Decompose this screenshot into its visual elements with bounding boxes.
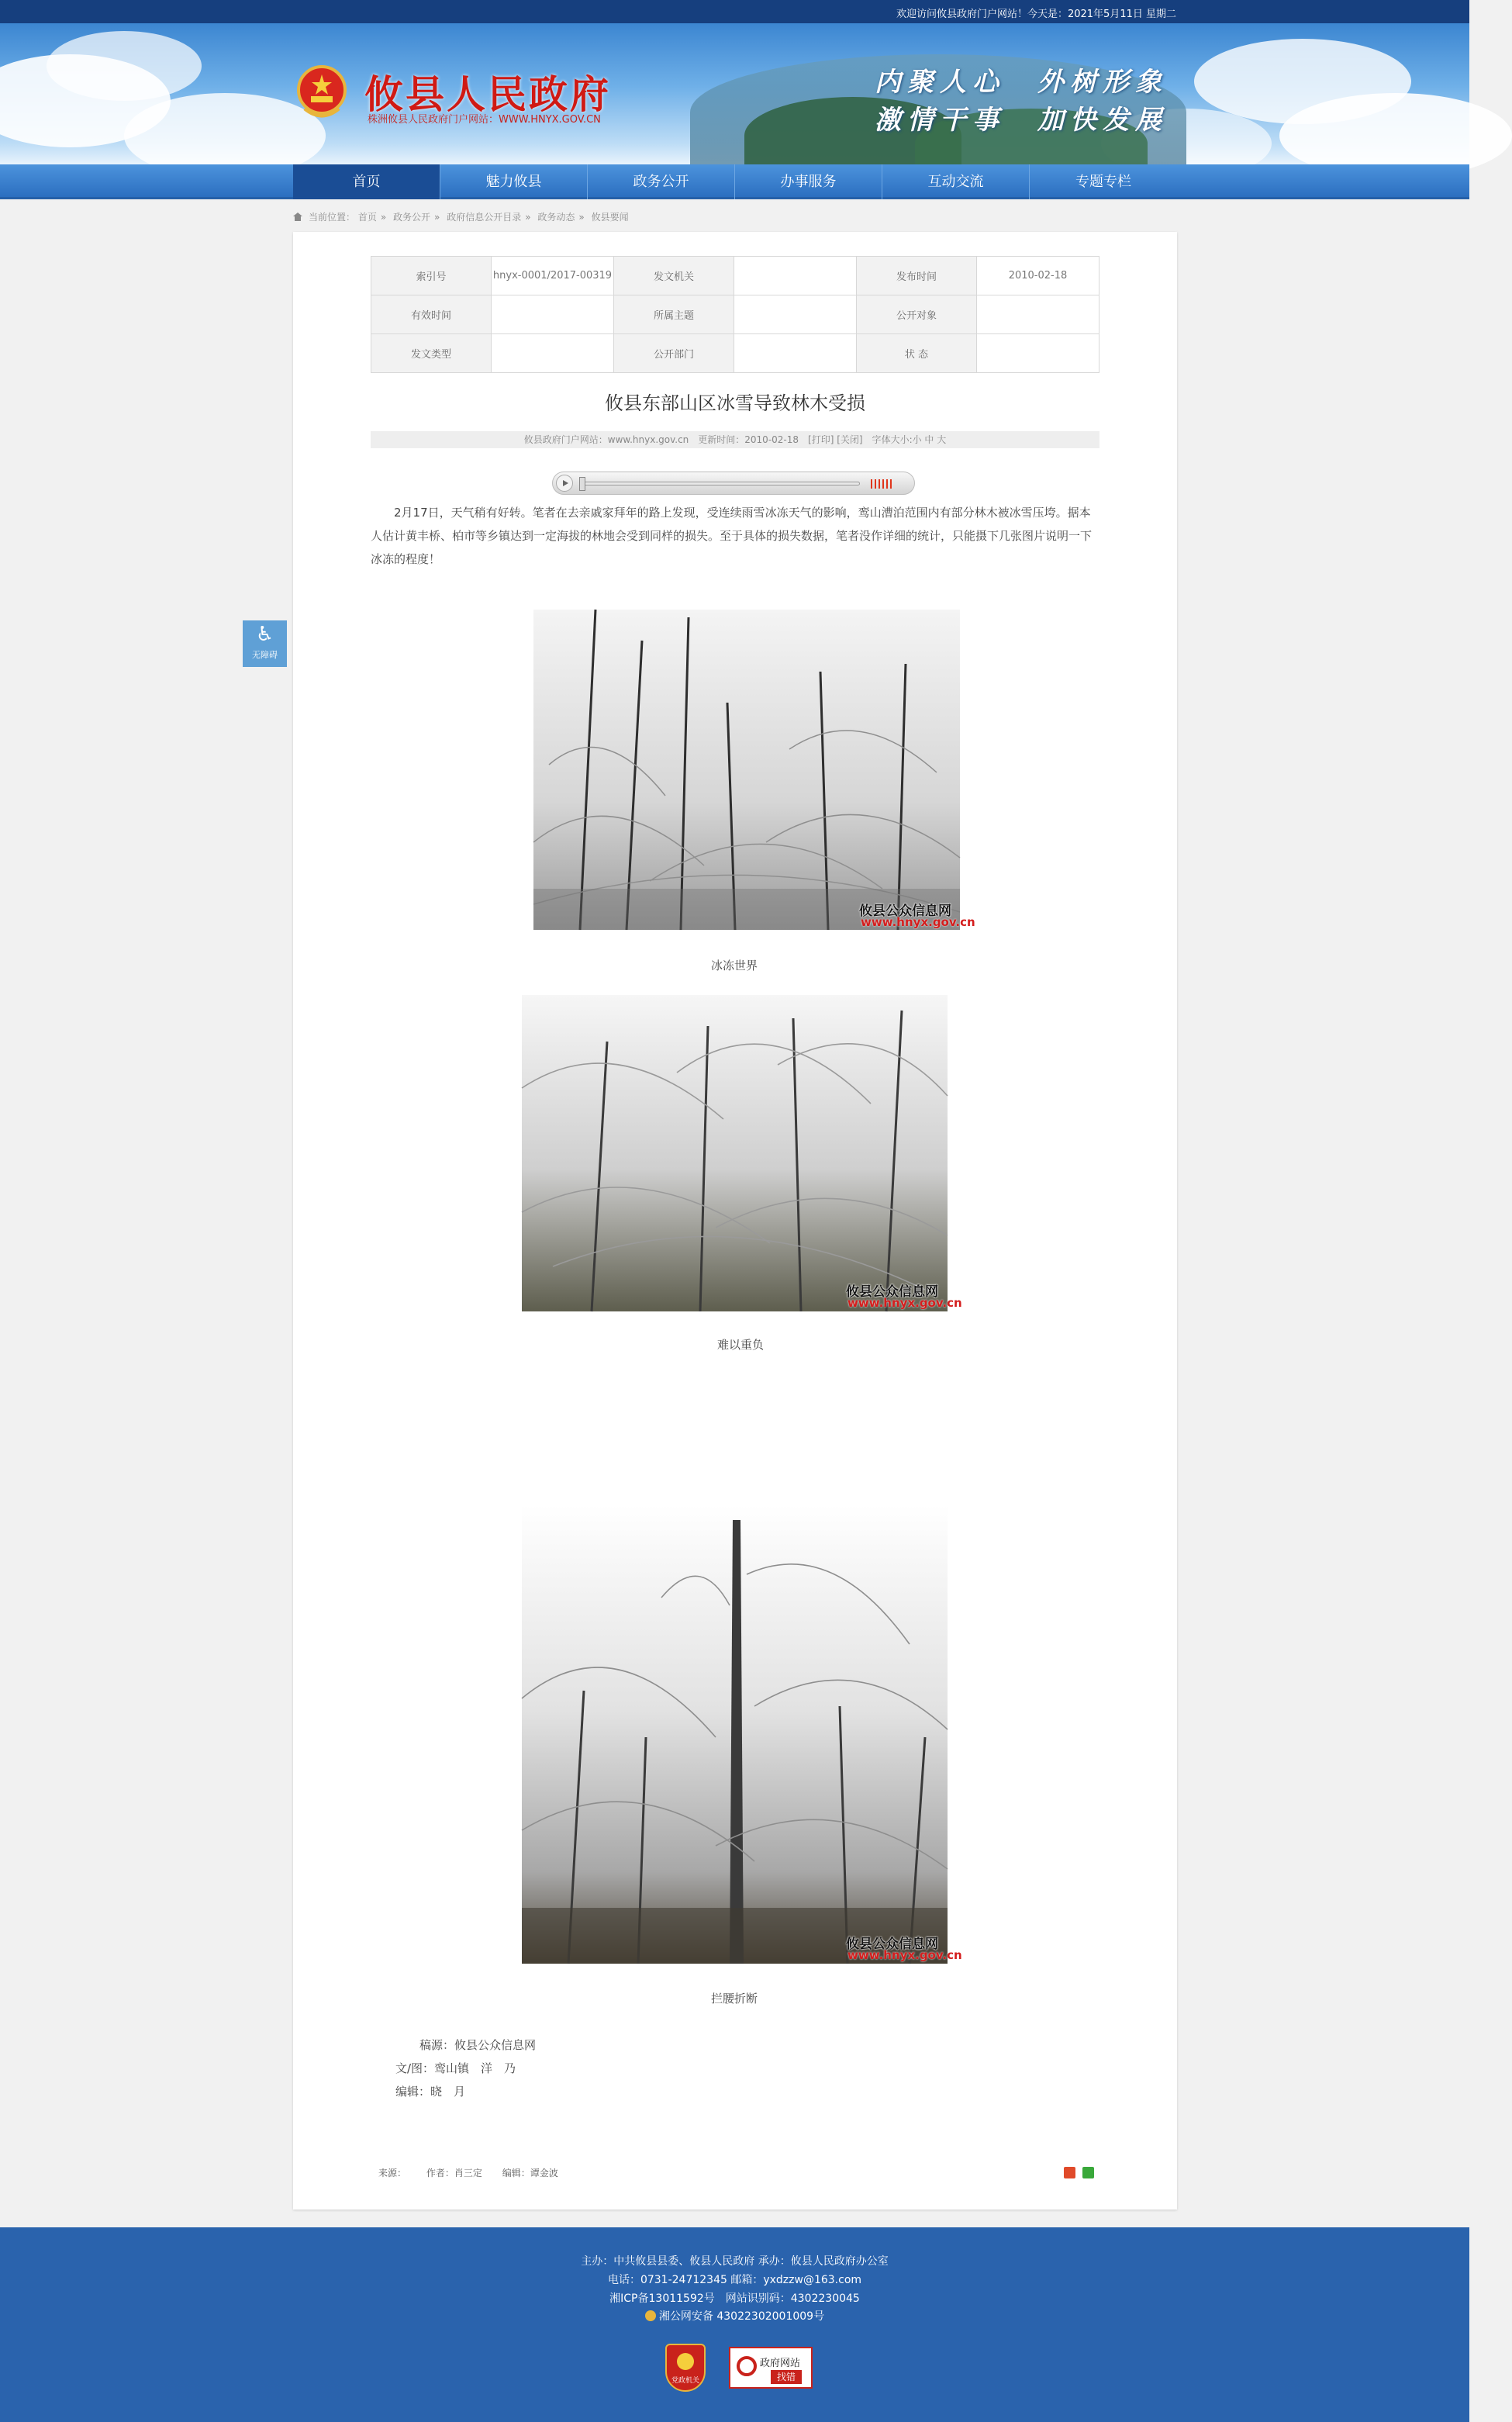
accessibility-label: 无障碍 (252, 650, 278, 660)
meta-value (492, 295, 614, 334)
meta-label: 发文类型 (371, 334, 492, 373)
breadcrumb-item-gov[interactable]: 政务公开 (393, 212, 431, 223)
photo-caption: 冰冻世界 (710, 959, 758, 973)
photo-watermark-url: www.hnyx.gov.cn (847, 1296, 962, 1310)
wechat-share-icon[interactable] (1082, 2167, 1094, 2178)
credit-author: 文/图：鸾山镇 洋 乃 (395, 2061, 516, 2075)
footer-contact: 电话：0731-24712345 邮箱：yxdzzw@163.com (607, 2274, 862, 2286)
meta-label: 索引号 (371, 257, 492, 295)
meta-label: 有效时间 (371, 295, 492, 334)
footer (0, 2227, 1469, 2422)
site-title: 攸县人民政府 (364, 71, 611, 117)
seek-bar[interactable] (581, 482, 860, 485)
meta-value: hnyx-0001/2017-00319 (492, 257, 614, 295)
meta-label: 发文机关 (614, 257, 734, 295)
nav-item-interaction[interactable]: 互动交流 (882, 164, 1030, 199)
nav-item-home[interactable]: 首页 (293, 164, 440, 199)
main-nav (0, 164, 1469, 199)
meta-value (977, 295, 1099, 334)
nav-item-gov-affairs[interactable]: 政务公开 (588, 164, 735, 199)
meta-label: 公开对象 (857, 295, 977, 334)
breadcrumb-item-county-news[interactable]: 攸县要闻 (591, 212, 629, 223)
credit-editor: 编辑：晓 月 (395, 2085, 466, 2099)
slogan-line-2: 激情干事 加快发展 (875, 105, 1168, 136)
site-error-report-badge[interactable] (729, 2347, 813, 2389)
welcome-text: 欢迎访问攸县政府门户网站！今天是：2021年5月11日 星期二 (896, 9, 1176, 20)
police-badge-icon (645, 2310, 656, 2321)
meta-value (734, 334, 857, 373)
photo-watermark-url: www.hnyx.gov.cn (861, 915, 975, 929)
breadcrumb: 当前位置： 首页 » 政务公开 » 政府信息公开目录 » 政务动态 » 攸县要闻 (293, 210, 629, 223)
site-subtitle: 株洲攸县人民政府门户网站：WWW.HNYX.GOV.CN (368, 114, 601, 126)
meta-value (734, 257, 857, 295)
home-icon (293, 212, 302, 221)
footer-police (0, 2308, 1469, 2324)
article-photo (522, 1505, 962, 1964)
photo-caption: 难以重负 (716, 1338, 764, 1352)
editor-label: 编辑：谭金波 (502, 2168, 558, 2178)
nav-item-topics[interactable]: 专题专栏 (1075, 174, 1131, 190)
article-photo (522, 995, 962, 1311)
magnifier-icon (737, 2356, 757, 2376)
nav-item-charm[interactable]: 魅力攸县 (440, 164, 588, 199)
metadata-table (371, 256, 1099, 373)
wheelchair-icon: ♿ (255, 623, 274, 646)
photo-watermark-url: www.hnyx.gov.cn (847, 1948, 962, 1962)
badge-action: 找错 (771, 2370, 802, 2384)
photo-watermark: 攸县公众信息网 (846, 1284, 938, 1300)
meta-label: 发布时间 (857, 257, 977, 295)
footer-sponsor: 主办：中共攸县县委、攸县人民政府 承办：攸县人民政府办公室 (581, 2255, 889, 2268)
breadcrumb-item-catalog[interactable]: 政府信息公开目录 (447, 212, 522, 223)
breadcrumb-prefix: 当前位置： (309, 212, 356, 223)
badge-title: 政府网站 (760, 2358, 801, 2369)
national-emblem-icon (297, 65, 347, 121)
meta-label: 所属主题 (614, 295, 734, 334)
slogan-line-1: 内聚人心 外树形象 (875, 67, 1168, 98)
photo-watermark: 攸县公众信息网 (846, 1937, 938, 1952)
meta-value (492, 334, 614, 373)
article-paragraph: 2月17日，天气稍有好转。笔者在去亲戚家拜年的路上发现，受连续雨雪冰冻天气的影响，鸾山漕泊范围内有部分林木被冰雪压垮。据本人估计黄丰桥、柏市等乡镇达到一定海拔的林地会受到同样的损失。至于具体的损失数据，笔者没作详细的统计，只能摄下几张图片说明一下冰冻的程度！ (371, 506, 1093, 566)
breadcrumb-item-home[interactable]: 首页 (357, 212, 377, 223)
party-gov-badge-icon[interactable] (665, 2344, 706, 2392)
article-photo (533, 610, 975, 930)
badge-left-text: 党政机关 (671, 2377, 699, 2385)
photo-caption: 拦腰折断 (710, 1992, 758, 2006)
footer-icp: 湘ICP备13011592号 网站识别码：4302230045 (609, 2292, 860, 2305)
article-title: 攸县东部山区冰雪导致林木受损 (605, 392, 865, 414)
play-button[interactable] (556, 475, 573, 492)
weibo-share-icon[interactable] (1064, 2167, 1075, 2178)
meta-value (977, 334, 1099, 373)
seek-handle[interactable] (579, 477, 585, 491)
meta-value (734, 295, 857, 334)
credit-source: 稿源：攸县公众信息网 (419, 2038, 537, 2052)
source-label: 来源： (378, 2168, 407, 2178)
article-info: 攸县政府门户网站：www.hnyx.gov.cn 更新时间：2010-02-18 [打印] [关闭] 字体大小:小 中 大 (371, 431, 1099, 448)
header-banner (0, 23, 1469, 164)
source-row (378, 2166, 575, 2179)
meta-value: 2010-02-18 (977, 257, 1099, 295)
footer-police-text: 湘公网安备 43022302001009号 (658, 2310, 825, 2323)
photo-watermark: 攸县公众信息网 (859, 903, 951, 919)
nav-item-services[interactable]: 办事服务 (735, 164, 882, 199)
meta-label: 公开部门 (614, 334, 734, 373)
author-label: 作者：肖三定 (426, 2168, 482, 2178)
accessibility-button[interactable] (243, 620, 287, 667)
audio-player (552, 472, 915, 495)
volume-icon[interactable] (871, 479, 894, 489)
breadcrumb-item-news[interactable]: 政务动态 (537, 212, 575, 223)
meta-label: 状 态 (857, 334, 977, 373)
top-bar (0, 0, 1469, 23)
